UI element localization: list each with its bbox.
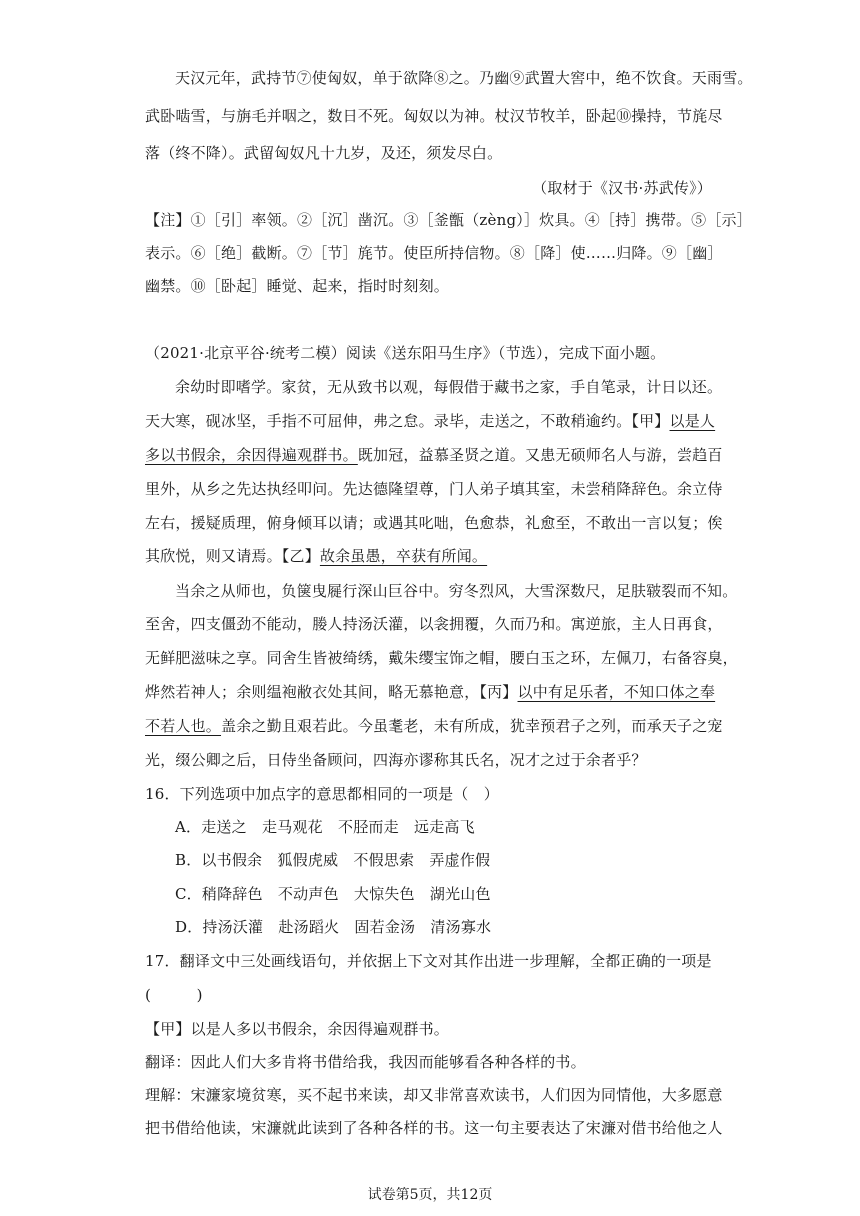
- underlined-jia-start: 以是人: [669, 412, 716, 430]
- text-segment: 其欣悦，则又请焉。【乙】: [145, 547, 320, 565]
- q17-translation: 翻译：因此人们大多肯将书借给我，我因而能够看各种各样的书。: [145, 1053, 586, 1071]
- underlined-jia-end: 多以书假余，余因得遍观群书。: [145, 446, 358, 464]
- passage2-p2-line-5: [145, 716, 723, 736]
- passage1-line-2: 武卧啮雪，与旃毛并咽之，数日不死。匈奴以为神。杖汉节牧羊，卧起⑩操持，节旄尽: [145, 107, 723, 125]
- q17-jia: 【甲】以是人多以书假余，余因得遍观群书。: [145, 1020, 450, 1038]
- passage2-p1-line-2: [145, 411, 715, 431]
- underlined-bing-end: 不若人也。: [145, 717, 222, 735]
- passage2-p2-line-1: 当余之从师也，负箧曳屣行深山巨谷中。穷冬烈风，大雪深数尺，足肤皲裂而不知。: [175, 582, 738, 600]
- passage2-p1-line-3: [145, 445, 723, 465]
- passage2-p2-line-2: 至舍，四支僵劲不能动，媵人持汤沃灌，以衾拥覆，久而乃和。寓逆旅，主人日再食，: [145, 615, 723, 633]
- passage2-p1-line-4: 里外，从乡之先达执经叩问。先达德隆望尊，门人弟子填其室，未尝稍降辞色。余立侍: [145, 480, 723, 498]
- q17-stem: 17．翻译文中三处画线语句，并依据上下文对其作出进一步理解，全都正确的一项是: [145, 952, 712, 970]
- underlined-yi: 故余虽愚，卒获有所闻。: [319, 547, 488, 565]
- passage1-source: （取材于《汉书·苏武传》）: [532, 179, 712, 197]
- question-intro: （2021·北京平谷·统考二模）阅读《送东阳马生序》（节选），完成下面小题。: [145, 344, 666, 362]
- notes-line-1: 【注】①［引］率领。②［沉］凿沉。③［釜甑（zèng）］炊具。④［持］携带。⑤［示］: [145, 211, 752, 229]
- q16-option-b: B．以书假余 狐假虎威 不假思索 弄虚作假: [175, 851, 491, 869]
- passage2-p1-line-6: [145, 546, 487, 566]
- passage2-p1-line-5: 左右，援疑质理，俯身倾耳以请；或遇其叱咄，色愈恭，礼愈至，不敢出一言以复；俟: [145, 514, 723, 532]
- underlined-bing-start: 以中有足乐者，不知口体之奉: [517, 683, 716, 701]
- passage2-p1-line-1: 余幼时即嗜学。家贫，无从致书以观，每假借于藏书之家，手自笔录，计日以还。: [175, 378, 723, 396]
- q17-understanding-line-1: 理解：宋濂家境贫寒，买不起书来读，却又非常喜欢读书，人们因为同情他，大多愿意: [145, 1086, 723, 1104]
- q16-option-c: C．稍降辞色 不动声色 大惊失色 湖光山色: [175, 885, 491, 903]
- q16-option-d: D．持汤沃灌 赴汤蹈火 固若金汤 清汤寡水: [175, 918, 492, 936]
- text-segment: 既加冠，益慕圣贤之道。又患无硕师名人与游，尝趋百: [357, 446, 723, 464]
- q17-understanding-line-2: 把书借给他读，宋濂就此读到了各种各样的书。这一句主要表达了宋濂对借书给他之人: [145, 1119, 723, 1137]
- passage2-p2-line-6: 光，缀公卿之后，日侍坐备顾问，四海亦谬称其氏名，况才之过于余者乎？: [145, 751, 647, 769]
- q17-answer-paren: ( ): [145, 986, 203, 1004]
- page-footer: 试卷第5页，共12页: [367, 1187, 493, 1203]
- text-segment: 天大寒，砚冰坚，手指不可屈伸，弗之怠。录毕，走送之，不敢稍逾约。【甲】: [145, 412, 670, 430]
- passage1-line-3: 落（终不降）。武留匈奴凡十九岁，及还，须发尽白。: [145, 144, 503, 162]
- text-segment: 烨然若神人；余则缊袍敝衣处其间，略无慕艳意，【丙】: [145, 683, 518, 701]
- text-segment: 盖余之勤且艰若此。今虽耄老，未有所成，犹幸预君子之列，而承天子之宠: [221, 717, 723, 735]
- q16-option-a: A．走送之 走马观花 不胫而走 远走高飞: [175, 818, 475, 836]
- passage2-p2-line-3: 无鲜肥滋味之享。同舍生皆被绮绣，戴朱缨宝饰之帽，腰白玉之环，左佩刀，右备容臭，: [145, 649, 738, 667]
- passage1-line-1: 天汉元年，武持节⑦使匈奴，单于欲降⑧之。乃幽⑨武置大窖中，绝不饮食。天雨雪。: [175, 69, 753, 87]
- passage2-p2-line-4: [145, 682, 715, 702]
- notes-line-2: 表示。⑥［绝］截断。⑦［节］旄节。使臣所持信物。⑧［降］使……归降。⑨［幽］: [145, 244, 723, 262]
- q16-stem: 16．下列选项中加点字的意思都相同的一项是（ ）: [145, 785, 499, 803]
- notes-line-3: 幽禁。⑩［卧起］睡觉、起来，指时时刻刻。: [145, 277, 450, 295]
